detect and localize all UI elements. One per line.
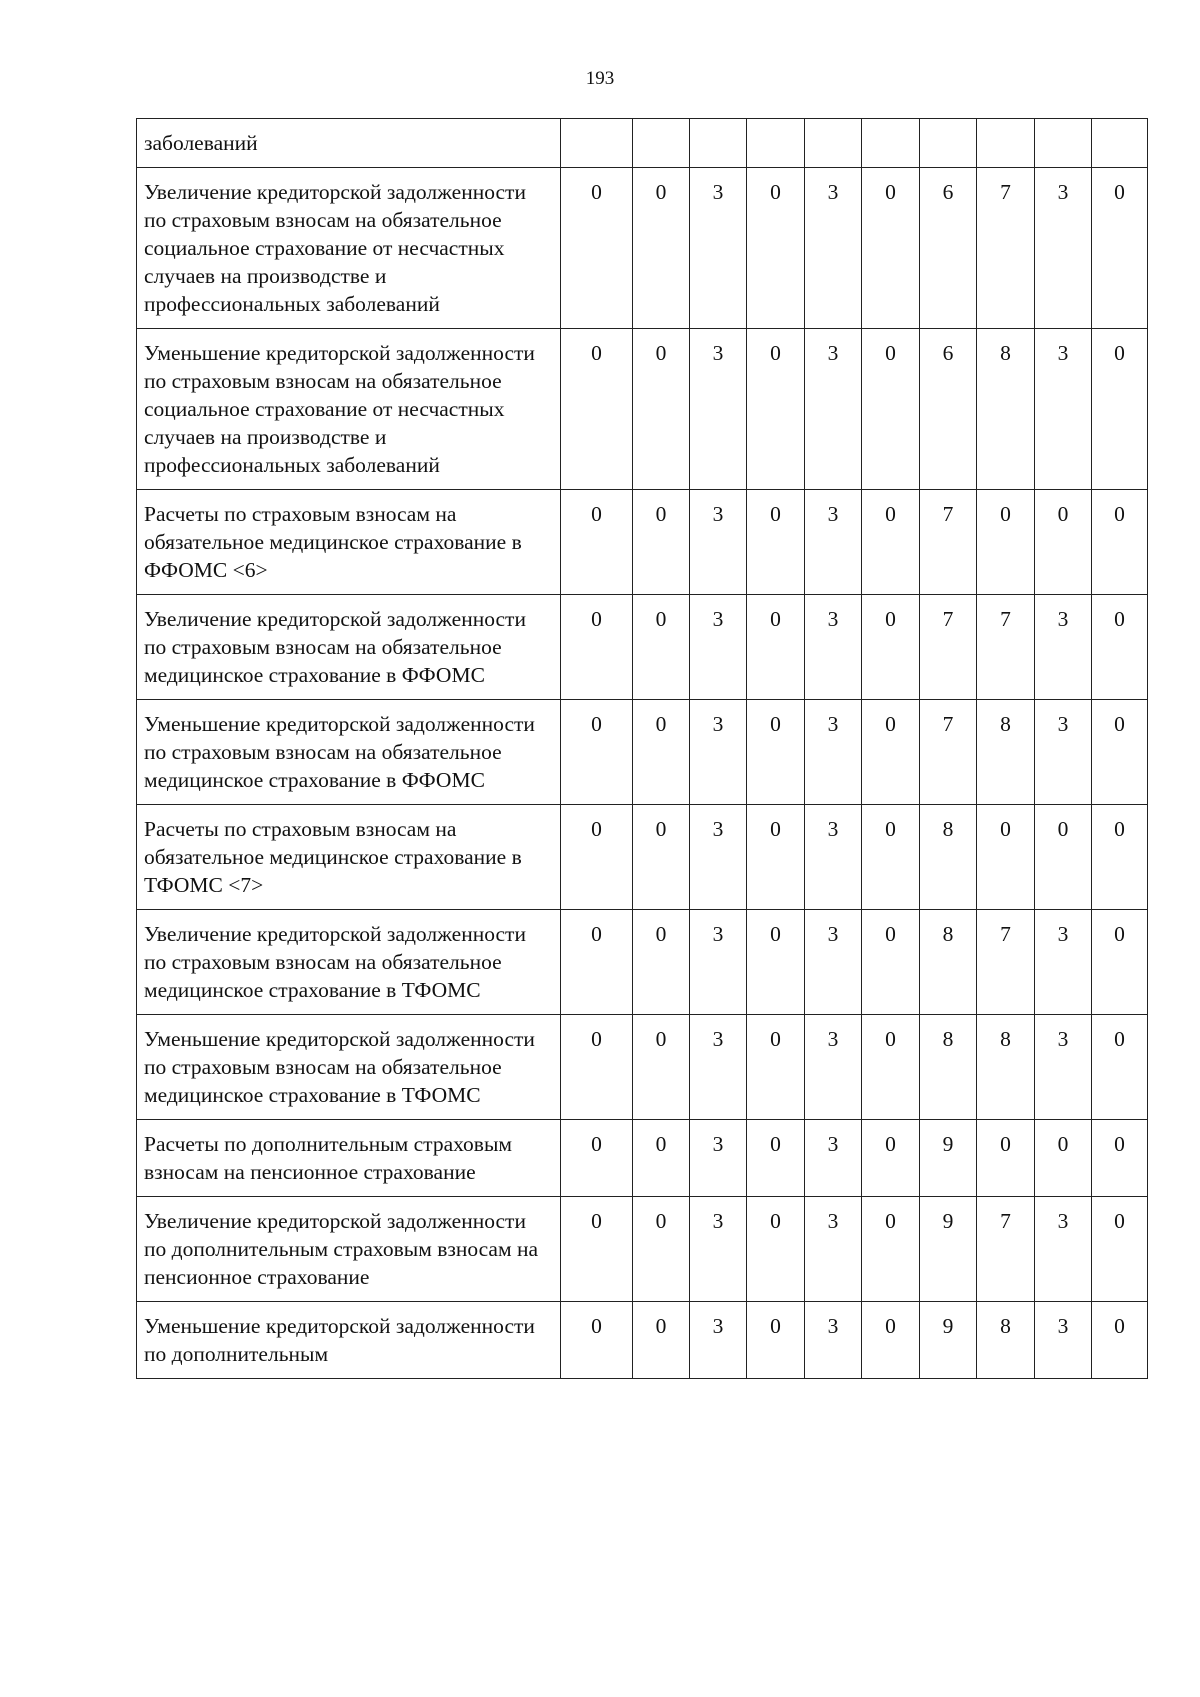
code-digit-cell: 0 [747, 490, 805, 595]
code-digit-cell: 3 [1035, 1302, 1092, 1379]
code-digit-cell: 3 [690, 168, 747, 329]
code-digit-cell: 0 [633, 329, 690, 490]
code-digit-cell: 3 [1035, 1015, 1092, 1120]
code-digit-cell: 0 [977, 1120, 1035, 1197]
code-digit-cell: 8 [977, 700, 1035, 805]
code-digit-cell: 8 [977, 1302, 1035, 1379]
code-digit-cell: 3 [805, 168, 862, 329]
code-digit-cell: 0 [862, 1302, 920, 1379]
code-digit-cell: 0 [561, 168, 633, 329]
account-description: Уменьшение кредиторской задолженности по страховым взносам на обязательное медицинское страхование в ТФОМС [137, 1015, 561, 1120]
code-digit-cell: 3 [805, 329, 862, 490]
account-codes-table [136, 118, 1148, 1379]
code-digit-cell: 0 [561, 595, 633, 700]
code-digit-cell: 3 [690, 1015, 747, 1120]
code-digit-cell: 7 [977, 168, 1035, 329]
code-digit-cell: 3 [1035, 1197, 1092, 1302]
code-digit-cell: 0 [633, 1120, 690, 1197]
code-digit-cell: 9 [920, 1120, 977, 1197]
code-digit-cell: 0 [633, 1302, 690, 1379]
code-digit-cell: 0 [1092, 490, 1148, 595]
table-row [137, 1197, 1148, 1302]
code-digit-cell: 0 [561, 805, 633, 910]
code-digit-cell: 0 [747, 910, 805, 1015]
code-digit-cell: 0 [747, 1302, 805, 1379]
code-digit-cell: 3 [1035, 910, 1092, 1015]
code-digit-cell: 0 [862, 595, 920, 700]
code-digit-cell: 3 [690, 1302, 747, 1379]
code-digit-cell [747, 119, 805, 168]
table-row [137, 1120, 1148, 1197]
code-digit-cell: 0 [747, 805, 805, 910]
code-digit-cell: 0 [561, 490, 633, 595]
account-description: Уменьшение кредиторской задолженности по страховым взносам на обязательное медицинское страхование в ФФОМС [137, 700, 561, 805]
table-row [137, 700, 1148, 805]
table-row [137, 805, 1148, 910]
account-description: Увеличение кредиторской задолженности по страховым взносам на обязательное медицинское страхование в ФФОМС [137, 595, 561, 700]
account-description: Увеличение кредиторской задолженности по страховым взносам на обязательное социальное страхование от несчастных случаев на производстве и профессиональных заболеваний [137, 168, 561, 329]
code-digit-cell: 0 [862, 1015, 920, 1120]
code-digit-cell: 6 [920, 168, 977, 329]
code-digit-cell: 9 [920, 1302, 977, 1379]
code-digit-cell: 0 [633, 490, 690, 595]
code-digit-cell: 9 [920, 1197, 977, 1302]
account-description: Расчеты по дополнительным страховым взносам на пенсионное страхование [137, 1120, 561, 1197]
code-digit-cell: 3 [1035, 329, 1092, 490]
code-digit-cell: 0 [747, 329, 805, 490]
code-digit-cell: 8 [920, 805, 977, 910]
code-digit-cell: 7 [977, 595, 1035, 700]
code-digit-cell: 0 [1092, 1197, 1148, 1302]
code-digit-cell: 3 [690, 595, 747, 700]
code-digit-cell: 0 [1035, 490, 1092, 595]
code-digit-cell: 0 [747, 1015, 805, 1120]
code-digit-cell: 3 [1035, 168, 1092, 329]
code-digit-cell: 0 [561, 1120, 633, 1197]
code-digit-cell: 0 [747, 1197, 805, 1302]
code-digit-cell: 3 [690, 490, 747, 595]
code-digit-cell: 0 [633, 1015, 690, 1120]
code-digit-cell: 8 [920, 1015, 977, 1120]
code-digit-cell: 0 [633, 168, 690, 329]
code-digit-cell: 8 [920, 910, 977, 1015]
code-digit-cell [561, 119, 633, 168]
account-description: Расчеты по страховым взносам на обязательное медицинское страхование в ТФОМС <7> [137, 805, 561, 910]
code-digit-cell: 0 [633, 700, 690, 805]
code-digit-cell: 3 [1035, 595, 1092, 700]
code-digit-cell: 6 [920, 329, 977, 490]
code-digit-cell: 0 [633, 805, 690, 910]
table-body [137, 119, 1148, 1379]
code-digit-cell: 7 [920, 490, 977, 595]
code-digit-cell: 3 [690, 700, 747, 805]
code-digit-cell: 0 [862, 910, 920, 1015]
code-digit-cell: 0 [862, 1120, 920, 1197]
code-digit-cell: 0 [977, 490, 1035, 595]
code-digit-cell: 8 [977, 1015, 1035, 1120]
code-digit-cell: 0 [1092, 1120, 1148, 1197]
code-digit-cell: 7 [977, 1197, 1035, 1302]
code-digit-cell: 3 [1035, 700, 1092, 805]
table-row [137, 168, 1148, 329]
code-digit-cell: 0 [561, 1197, 633, 1302]
code-digit-cell: 0 [862, 805, 920, 910]
page-number: 193 [585, 68, 615, 89]
code-digit-cell: 0 [1092, 1015, 1148, 1120]
code-digit-cell: 3 [805, 1302, 862, 1379]
code-digit-cell: 0 [862, 329, 920, 490]
account-description: Увеличение кредиторской задолженности по дополнительным страховым взносам на пенсионное страхование [137, 1197, 561, 1302]
code-digit-cell: 3 [690, 805, 747, 910]
code-digit-cell: 0 [862, 700, 920, 805]
table-row [137, 910, 1148, 1015]
code-digit-cell [920, 119, 977, 168]
code-digit-cell: 0 [633, 1197, 690, 1302]
code-digit-cell: 3 [805, 700, 862, 805]
code-digit-cell: 7 [977, 910, 1035, 1015]
code-digit-cell: 3 [805, 490, 862, 595]
code-digit-cell: 0 [1092, 805, 1148, 910]
code-digit-cell: 3 [690, 1120, 747, 1197]
code-digit-cell: 0 [633, 595, 690, 700]
code-digit-cell: 0 [1092, 168, 1148, 329]
code-digit-cell [1092, 119, 1148, 168]
code-digit-cell [862, 119, 920, 168]
code-digit-cell: 0 [1092, 329, 1148, 490]
table-row [137, 1302, 1148, 1379]
table-row [137, 595, 1148, 700]
account-description: Расчеты по страховым взносам на обязательное медицинское страхование в ФФОМС <6> [137, 490, 561, 595]
table-row [137, 119, 1148, 168]
code-digit-cell: 0 [862, 168, 920, 329]
code-digit-cell: 0 [862, 1197, 920, 1302]
code-digit-cell: 3 [805, 595, 862, 700]
code-digit-cell: 0 [561, 910, 633, 1015]
code-digit-cell: 0 [633, 910, 690, 1015]
code-digit-cell [1035, 119, 1092, 168]
code-digit-cell: 0 [561, 329, 633, 490]
account-description: заболеваний [137, 119, 561, 168]
code-digit-cell: 0 [862, 490, 920, 595]
code-digit-cell: 0 [977, 805, 1035, 910]
account-description: Уменьшение кредиторской задолженности по страховым взносам на обязательное социальное страхование от несчастных случаев на производстве и профессиональных заболеваний [137, 329, 561, 490]
code-digit-cell: 8 [977, 329, 1035, 490]
code-digit-cell: 3 [805, 1015, 862, 1120]
code-digit-cell: 3 [805, 1120, 862, 1197]
code-digit-cell [633, 119, 690, 168]
code-digit-cell: 0 [1092, 1302, 1148, 1379]
code-digit-cell: 3 [805, 805, 862, 910]
code-digit-cell: 3 [805, 1197, 862, 1302]
code-digit-cell [805, 119, 862, 168]
code-digit-cell: 0 [561, 1302, 633, 1379]
code-digit-cell: 3 [690, 1197, 747, 1302]
code-digit-cell: 0 [1092, 910, 1148, 1015]
code-digit-cell [977, 119, 1035, 168]
code-digit-cell: 3 [690, 329, 747, 490]
code-digit-cell: 7 [920, 700, 977, 805]
code-digit-cell: 0 [1035, 1120, 1092, 1197]
code-digit-cell: 7 [920, 595, 977, 700]
account-description: Уменьшение кредиторской задолженности по дополнительным [137, 1302, 561, 1379]
code-digit-cell: 0 [747, 1120, 805, 1197]
table-row [137, 490, 1148, 595]
code-digit-cell: 0 [1092, 700, 1148, 805]
account-description: Увеличение кредиторской задолженности по страховым взносам на обязательное медицинское страхование в ТФОМС [137, 910, 561, 1015]
code-digit-cell: 0 [561, 1015, 633, 1120]
table-row [137, 329, 1148, 490]
code-digit-cell: 0 [1092, 595, 1148, 700]
code-digit-cell: 3 [805, 910, 862, 1015]
code-digit-cell: 0 [747, 168, 805, 329]
code-digit-cell: 0 [1035, 805, 1092, 910]
table-row [137, 1015, 1148, 1120]
code-digit-cell: 3 [690, 910, 747, 1015]
code-digit-cell: 0 [747, 595, 805, 700]
code-digit-cell [690, 119, 747, 168]
code-digit-cell: 0 [561, 700, 633, 805]
code-digit-cell: 0 [747, 700, 805, 805]
